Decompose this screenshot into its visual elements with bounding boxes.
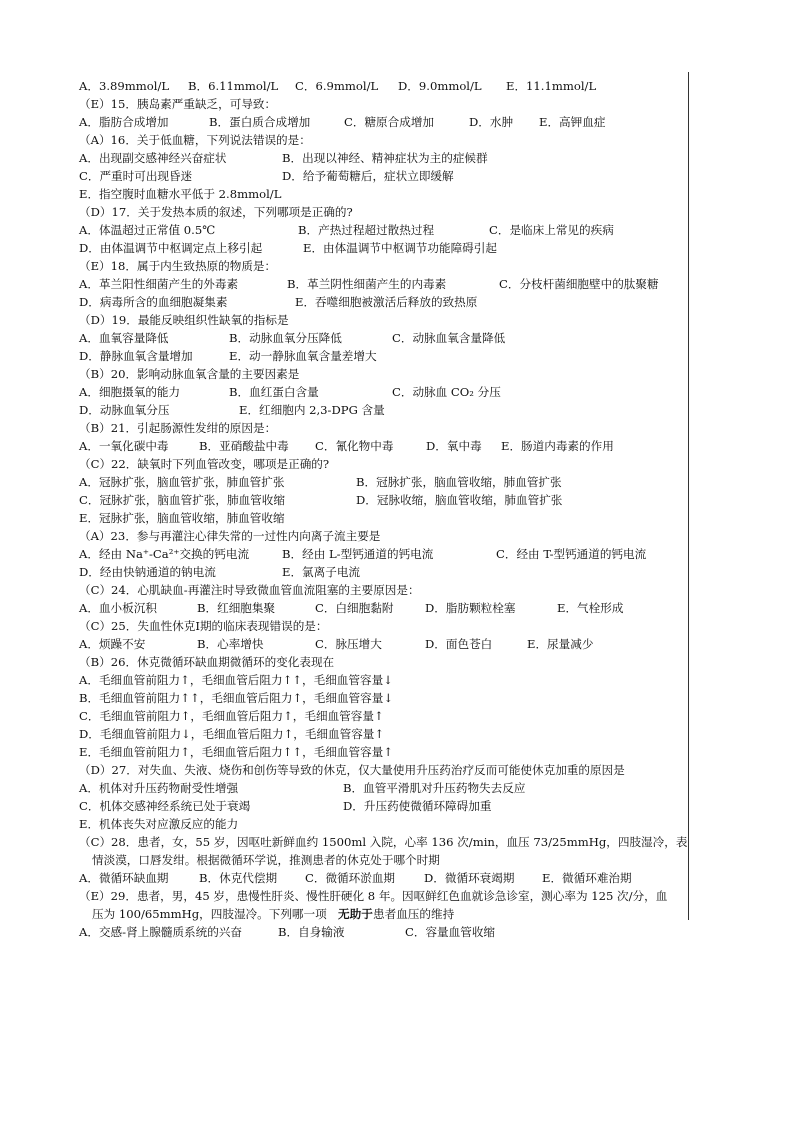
text-segment: E．冠脉扩张，脑血管收缩，肺血管收缩 [79,511,285,525]
text-segment: D．由体温调节中枢调定点上移引起 [79,241,263,255]
text-line [79,797,719,815]
text-segment: A．出现副交感神经兴奋症状 [79,151,227,165]
text-segment: B．冠脉扩张，脑血管收缩，肺血管扩张 [356,475,562,489]
text-segment: C．6.9mmol/L [295,79,379,93]
text-line [79,617,719,635]
text-segment: E．高钾血症 [539,115,606,129]
text-segment: 情淡漠，口唇发绀。根据微循环学说，推测患者的休克处于哪个时期 [92,853,440,867]
text-segment: （D）19．最能反映组织性缺氧的指标是 [79,313,289,327]
text-line [79,491,719,509]
text-line [79,185,719,203]
text-line [79,455,719,473]
text-segment: E．气栓形成 [557,601,624,615]
text-segment: A．革兰阳性细菌产生的外毒素 [79,277,239,291]
text-segment: （B）21．引起肠源性发绀的原因是： [79,421,277,435]
text-segment: A．经由 Na⁺-Ca²⁺交换的钙电流 [79,547,250,561]
text-segment: E．毛细血管前阻力↑，毛细血管后阻力↑↑，毛细血管容量↑ [79,745,393,759]
text-line [79,887,719,905]
text-segment: E．吞噬细胞被激活后释放的致热原 [295,295,478,309]
text-line [79,779,719,797]
text-segment: （C）28．患者，女，55 岁，因呕吐新鲜血约 1500ml 入院，心率 136 次/min，血压 73/25mmHg，四肢湿冷，表 [79,835,688,849]
text-line [79,401,719,419]
text-segment: （C）25．失血性休克I期的临床表现错误的是： [79,619,328,633]
text-segment: B．革兰阴性细菌产生的内毒素 [287,277,447,291]
text-line [92,905,719,923]
text-line [79,653,719,671]
text-segment: A．一氧化碳中毒 [79,439,169,453]
text-line [79,545,719,563]
text-segment: 无助于 [338,907,373,921]
text-segment: B．产热过程超过散热过程 [298,223,435,237]
text-segment: A．烦躁不安 [79,637,146,651]
text-line [79,599,719,617]
text-segment: C．冠脉扩张，脑血管扩张，肺血管收缩 [79,493,285,507]
text-line [79,239,719,257]
text-segment: E．机体丧失对应激反应的能力 [79,817,239,831]
text-line [79,203,719,221]
text-line [79,833,719,851]
text-segment: D．病毒所含的血细胞凝集素 [79,295,228,309]
text-segment: B．蛋白质合成增加 [209,115,311,129]
text-segment: D．经由快钠通道的钠电流 [79,565,216,579]
text-segment: E．动一静脉血氧含量差增大 [229,349,377,363]
text-segment: C．毛细血管前阻力↑，毛细血管后阻力↑，毛细血管容量↑ [79,709,384,723]
text-line [79,329,719,347]
text-segment: D．毛细血管前阻力↓，毛细血管后阻力↑，毛细血管容量↑ [79,727,385,741]
text-segment: A．血小板沉积 [79,601,157,615]
text-segment: B．休克代偿期 [199,871,278,885]
text-line [92,851,719,869]
text-line [79,671,719,689]
text-segment: A．3.89mmol/L [79,79,170,93]
text-segment: （D）17．关于发热本质的叙述，下列哪项是正确的? [79,205,353,219]
text-segment: 压为 100/65mmHg，四肢湿冷。下列哪一项 [92,907,327,921]
text-segment: C．动脉血 CO₂ 分压 [392,385,501,399]
text-segment: B．心率增快 [197,637,264,651]
text-line [79,149,719,167]
text-line [79,743,719,761]
text-line [79,275,719,293]
text-segment: （A）16．关于低血糖，下列说法错误的是： [79,133,311,147]
text-segment: A．冠脉扩张，脑血管扩张，肺血管扩张 [79,475,285,489]
text-line [79,347,719,365]
text-line [79,113,719,131]
text-line [79,95,719,113]
text-line [79,167,719,185]
text-segment: D．冠脉收缩，脑血管收缩，肺血管扩张 [356,493,563,507]
text-segment: （C）24．心肌缺血-再灌注时导致微血管血流阻塞的主要原因是： [79,583,420,597]
text-segment: E．微循环难治期 [542,871,632,885]
text-segment: （B）26．休克微循环缺血期微循环的变化表现在 [79,655,335,669]
text-segment: C．脉压增大 [315,637,382,651]
text-segment: B．亚硝酸盐中毒 [199,439,289,453]
text-segment: （A）23．参与再灌注心律失常的一过性内向离子流主要是 [79,529,381,543]
text-segment: D．静脉血氧含量增加 [79,349,193,363]
text-segment: B．血管平滑肌对升压药物失去反应 [343,781,526,795]
text-line [79,761,719,779]
text-line [79,437,719,455]
text-segment: C．机体交感神经系统已处于衰竭 [79,799,251,813]
text-segment: D．水肿 [469,115,514,129]
text-line [79,923,719,941]
text-line [79,635,719,653]
text-segment: B．动脉血氧分压降低 [229,331,342,345]
text-segment: B．6.11mmol/L [188,79,279,93]
text-segment: B．出现以神经、精神症状为主的症候群 [282,151,488,165]
text-line [79,257,719,275]
text-segment: 患者血压的维持 [373,907,455,921]
text-segment: D．动脉血氧分压 [79,403,170,417]
text-segment: B．红细胞集聚 [197,601,276,615]
text-segment: D．脂肪颗粒栓塞 [425,601,516,615]
text-segment: D．微循环衰竭期 [424,871,515,885]
text-segment: E．指空腹时血糖水平低于 2.8mmol/L [79,187,282,201]
text-line [79,311,719,329]
text-line [79,419,719,437]
text-line [79,77,719,95]
text-segment: C．糖原合成增加 [344,115,435,129]
text-segment: （B）20．影响动脉血氧含量的主要因素是 [79,367,300,381]
text-segment: E．肠道内毒素的作用 [501,439,614,453]
text-segment: E．尿量减少 [527,637,594,651]
text-segment: A．细胞摄氧的能力 [79,385,181,399]
text-segment: E．11.1mmol/L [506,79,597,93]
text-segment: A．微循环缺血期 [79,871,169,885]
text-line [79,383,719,401]
text-segment: A．脂肪合成增加 [79,115,169,129]
text-segment: A．血氧容量降低 [79,331,169,345]
text-line [79,689,719,707]
text-segment: （E）18．属于内生致热原的物质是： [79,259,277,273]
text-segment: D．9.0mmol/L [398,79,482,93]
text-segment: C．分枝杆菌细胞壁中的肽聚糖 [499,277,659,291]
text-segment: A．机体对升压药物耐受性增强 [79,781,239,795]
text-segment: B．自身输液 [278,925,345,939]
text-segment: （E）15．胰岛素严重缺乏，可导致： [79,97,277,111]
text-segment: （E）29．患者，男，45 岁，患慢性肝炎、慢性肝硬化 8 年。因呕鲜红色血就诊急诊室，测心率为 125 次/分，血 [79,889,668,903]
text-segment: D．面色苍白 [425,637,493,651]
text-segment: A．体温超过正常值 0.5℃ [79,223,216,237]
text-segment: C．微循环淤血期 [305,871,396,885]
text-segment: （D）27．对失血、失液、烧伤和创伤等导致的休克，仅大量使用升压药治疗反而可能使休克加重的原因是 [79,763,625,777]
text-line [79,473,719,491]
text-line [79,869,719,887]
text-segment: （C）22．缺氧时下列血管改变，哪项是正确的? [79,457,330,471]
text-segment: C．容量血管收缩 [405,925,496,939]
text-segment: D．氧中毒 [426,439,482,453]
text-line [79,221,719,239]
text-segment: A．交感-肾上腺髓质系统的兴奋 [79,925,243,939]
text-segment: C．是临床上常见的疾病 [489,223,614,237]
text-segment: E．氯离子电流 [282,565,361,579]
text-segment: D．升压药使微循环障碍加重 [343,799,492,813]
text-segment: C．白细胞黏附 [315,601,394,615]
text-segment: B．毛细血管前阻力↑↑，毛细血管后阻力↑，毛细血管容量↓ [79,691,394,705]
text-line [79,725,719,743]
text-line [79,563,719,581]
text-segment: A．毛细血管前阻力↑，毛细血管后阻力↑↑，毛细血管容量↓ [79,673,393,687]
text-segment: E．红细胞内 2,3-DPG 含量 [239,403,385,417]
text-line [79,365,719,383]
text-segment: B．经由 L-型钙通道的钙电流 [282,547,434,561]
text-segment: E．由体温调节中枢调节功能障碍引起 [303,241,497,255]
text-segment: C．氰化物中毒 [315,439,394,453]
text-line [79,131,719,149]
text-line [79,509,719,527]
text-segment: D．给予葡萄糖后，症状立即缓解 [282,169,454,183]
text-segment: C．经由 T-型钙通道的钙电流 [496,547,647,561]
text-line [79,815,719,833]
text-line [79,293,719,311]
text-segment: C．动脉血氧含量降低 [392,331,506,345]
text-segment: B．血红蛋白含量 [229,385,319,399]
text-line [79,581,719,599]
text-segment: C．严重时可出现昏迷 [79,169,193,183]
text-line [79,527,719,545]
text-line [79,707,719,725]
